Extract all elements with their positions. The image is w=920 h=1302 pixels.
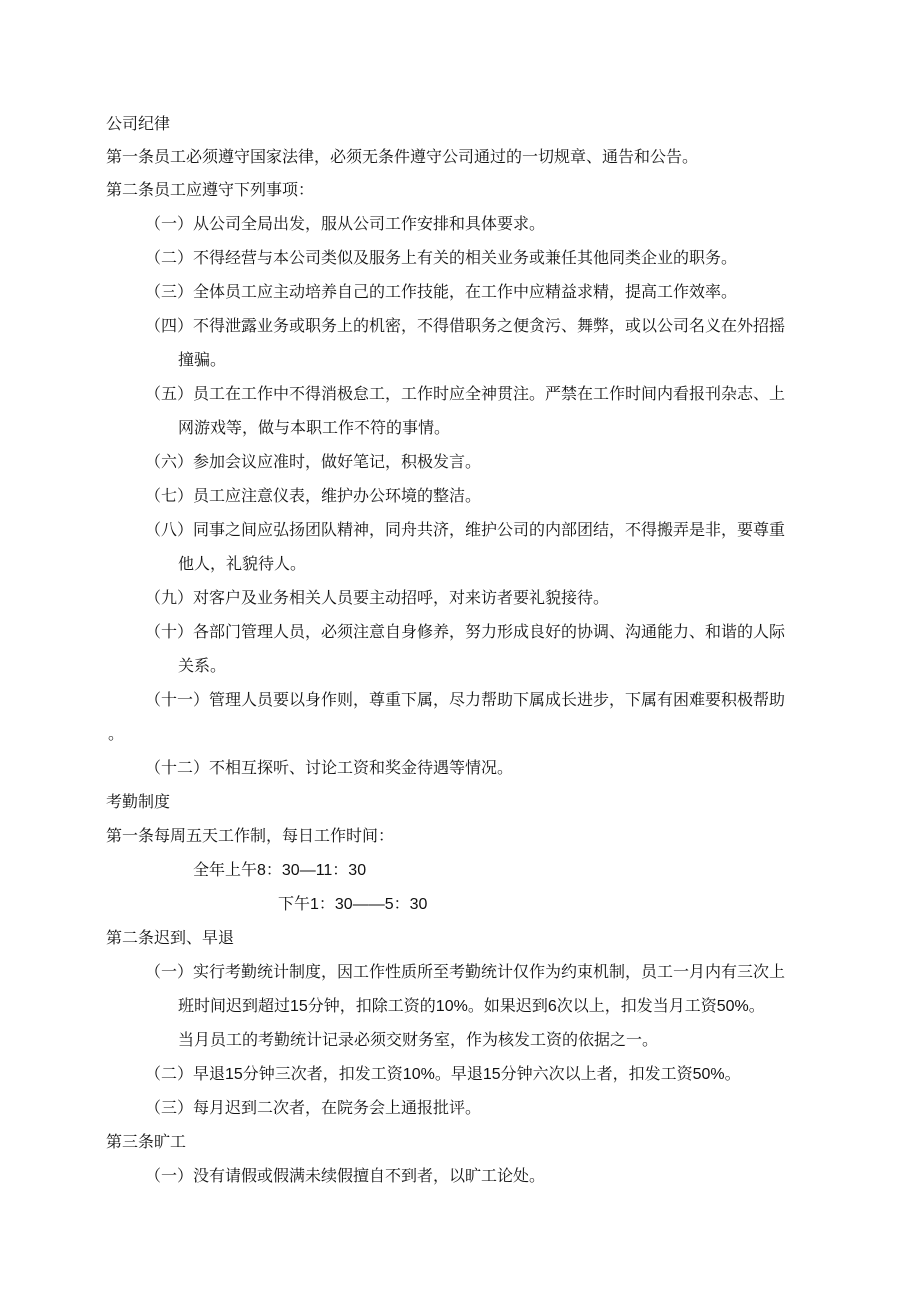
list-item: （三）全体员工应主动培养自己的工作技能，在工作中应精益求精，提高工作效率。 bbox=[145, 284, 738, 301]
list-item-continuation: 。 bbox=[108, 726, 125, 743]
article: 第三条旷工 bbox=[106, 1134, 187, 1151]
list-item-continuation: 关系。 bbox=[178, 658, 227, 675]
section-title: 考勤制度 bbox=[106, 794, 171, 811]
list-item: （十二）不相互探听、讨论工资和奖金待遇等情况。 bbox=[145, 760, 514, 777]
list-item: （一）没有请假或假满未续假擅自不到者，以旷工论处。 bbox=[145, 1168, 546, 1185]
list-item-continuation: 班时间迟到超过15分钟，扣除工资的10%。如果迟到6次以上，扣发当月工资50%。 bbox=[178, 998, 765, 1015]
list-item: （七）员工应注意仪表，维护办公环境的整洁。 bbox=[145, 488, 482, 505]
list-item: （四）不得泄露业务或职务上的机密，不得借职务之便贪污、舞弊，或以公司名义在外招摇 bbox=[145, 318, 786, 335]
article: 第一条每周五天工作制，每日工作时间： bbox=[106, 828, 395, 845]
list-item: （十）各部门管理人员，必须注意自身修养，努力形成良好的协调、沟通能力、和谐的人际 bbox=[145, 624, 786, 641]
list-item-continuation: 当月员工的考勤统计记录必须交财务室，作为核发工资的依据之一。 bbox=[178, 1032, 659, 1049]
work-hours-morning: 全年上午8：30—11：30 bbox=[193, 862, 367, 879]
article: 第二条迟到、早退 bbox=[106, 930, 235, 947]
list-item: （六）参加会议应准时，做好笔记，积极发言。 bbox=[145, 454, 482, 471]
list-item-continuation: 撞骗。 bbox=[178, 352, 227, 369]
list-item: （五）员工在工作中不得消极怠工，工作时应全神贯注。严禁在工作时间内看报刊杂志、上 bbox=[145, 386, 786, 403]
article: 第一条员工必须遵守国家法律，必须无条件遵守公司通过的一切规章、通告和公告。 bbox=[106, 149, 699, 166]
article: 第二条员工应遵守下列事项： bbox=[106, 182, 315, 199]
list-item-continuation: 他人，礼貌待人。 bbox=[178, 556, 307, 573]
list-item: （一）实行考勤统计制度，因工作性质所至考勤统计仅作为约束机制，员工一月内有三次上 bbox=[145, 964, 786, 981]
list-item: （二）不得经营与本公司类似及服务上有关的相关业务或兼任其他同类企业的职务。 bbox=[145, 250, 738, 267]
list-item: （九）对客户及业务相关人员要主动招呼，对来访者要礼貌接待。 bbox=[145, 590, 610, 607]
section-title: 公司纪律 bbox=[106, 116, 171, 133]
list-item-continuation: 网游戏等，做与本职工作不符的事情。 bbox=[178, 420, 451, 437]
list-item: （二）早退15分钟三次者，扣发工资10%。早退15分钟六次以上者，扣发工资50%。 bbox=[145, 1066, 741, 1083]
work-hours-afternoon: 下午1：30——5：30 bbox=[278, 896, 428, 913]
list-item: （八）同事之间应弘扬团队精神，同舟共济，维护公司的内部团结，不得搬弄是非，要尊重 bbox=[145, 522, 786, 539]
list-item: （一）从公司全局出发，服从公司工作安排和具体要求。 bbox=[145, 216, 546, 233]
list-item: （十一）管理人员要以身作则，尊重下属，尽力帮助下属成长进步，下属有困难要积极帮助 bbox=[145, 692, 786, 709]
list-item: （三）每月迟到二次者，在院务会上通报批评。 bbox=[145, 1100, 482, 1117]
